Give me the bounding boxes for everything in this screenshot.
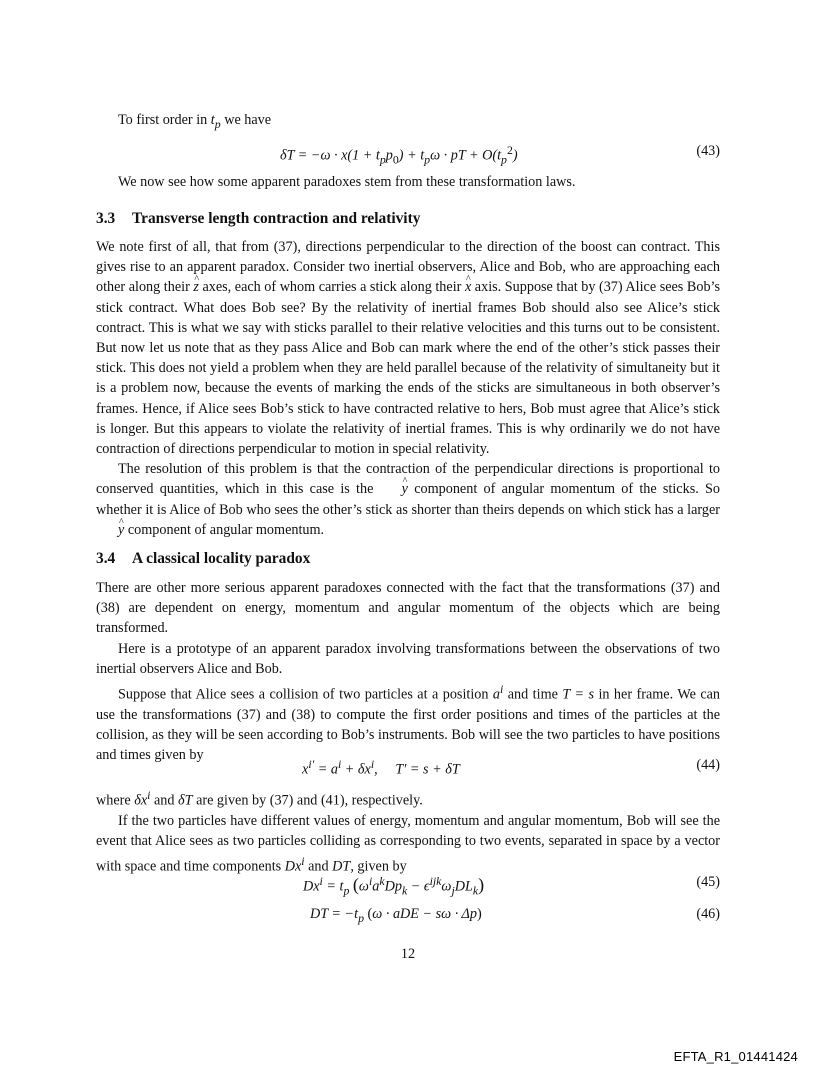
equation-43-body: $\delta T = -\omega \cdot x(1 + t_pp_0) + t_p\omega$ · pT + $O(t_p^2)$: [280, 143, 518, 167]
equation-45-body: $Dx^i = t_p$ $(\omega^ia^kDp_k - \epsilon^{ijk}\omega_jDL_k)$: [303, 874, 485, 898]
paragraph: where $\delta x^i$ and δT are given by (37) and (41), respectively.: [96, 788, 423, 809]
after-eq44-body: [96, 785, 720, 877]
paragraph: Suppose that Alice sees a collision of two particles at a position $a^i$ and time T = s in her frame. We can use the transformations (37) and (38) to compute the first order positions and times of the particles at the collision, as they will be seen according to Bob’s instruments. Bob will see the two particles to have positions and times given by: [96, 682, 721, 764]
equation-43: [96, 143, 720, 167]
section-3-3-body: [96, 237, 720, 540]
equation-45: [96, 874, 720, 898]
paragraph: There are other more serious apparent paradoxes connected with the fact that the transformations (37) and (38) are dependent on energy, momentum and angular momentum of the objects which are being transformed.: [96, 580, 720, 637]
equation-44-body: $x^{i'} = a^i + \delta x^i$, T′ = s + δT: [302, 757, 460, 778]
equation-44: [96, 757, 720, 777]
document-id-footer: EFTA_R1_01441424: [673, 1049, 798, 1064]
equation-44-number: (44): [696, 757, 720, 773]
intro-paragraph: To first order in $t_p$ we have: [118, 112, 272, 131]
equation-46-number: (46): [696, 906, 720, 922]
equation-46-body: DT = $-t_p$ (ω · aDE − sω · Δp): [310, 906, 482, 925]
page-number: 12: [400, 946, 416, 962]
equation-46: [96, 906, 720, 926]
equation-43-number: (43): [696, 143, 720, 159]
paragraph: We note first of all, that from (37), directions perpendicular to the direction of the boost can contract. This gives rise to an apparent paradox. Consider two inertial observers, Alice and Bob, who are approaching each other along their ^ z axes, each of whom carries a stick along their ^ x axis. Suppose that by (37) Alice sees Bob’s stick contract. What does Bob see? By the relativity of inertial frames Bob should also see Alice’s stick contract. This is what we say with sticks parallel to their relative velocities and this turns out to be consistent. But now let us note that as they pass Alice and Bob can mark where the end of the other’s stick passes their stick. This does not yield a problem when they are held parallel because of the relativity of simultaneity but it is a problem now, because the events of marking the ends of the sticks are simultaneous in both observer’s frames. Hence, if Alice sees Bob’s stick to have contracted relative to hers, Bob must agree that Alice’s stick is longer. But this appears to violate the relativity of inertial frames. This is why ordinarily we do not have contraction of directions perpendicular to motion in special relativity.: [96, 237, 720, 459]
section-heading-3-3: 3.3 Transverse length contraction and relativity: [96, 210, 421, 227]
section-3-4-body: [96, 578, 720, 766]
paragraph: Here is a prototype of an apparent paradox involving transformations between the observations of two inertial observers Alice and Bob.: [96, 640, 720, 677]
equation-45-number: (45): [696, 874, 720, 890]
paragraph: The resolution of this problem is that the contraction of the perpendicular directions is proportional to conserved quantities, which in this case is the ^ y component of angular momentum of the sticks. So whether it is Alice of Bob who sees the other’s stick as shorter than theirs depends on which stick has a larger ^ y component of angular momentum.: [96, 459, 720, 540]
paragraph: If the two particles have different values of energy, momentum and angular momentum, Bob will see the event that Alice sees as two particles colliding as corresponding to two events, separated in space by a vector with space and time components Dx$^i$ and DT, given by: [96, 812, 720, 876]
after-eq43-paragraph: We now see how some apparent paradoxes stem from these transformation laws.: [118, 174, 576, 190]
section-heading-3-4: 3.4 A classical locality paradox: [96, 550, 311, 567]
